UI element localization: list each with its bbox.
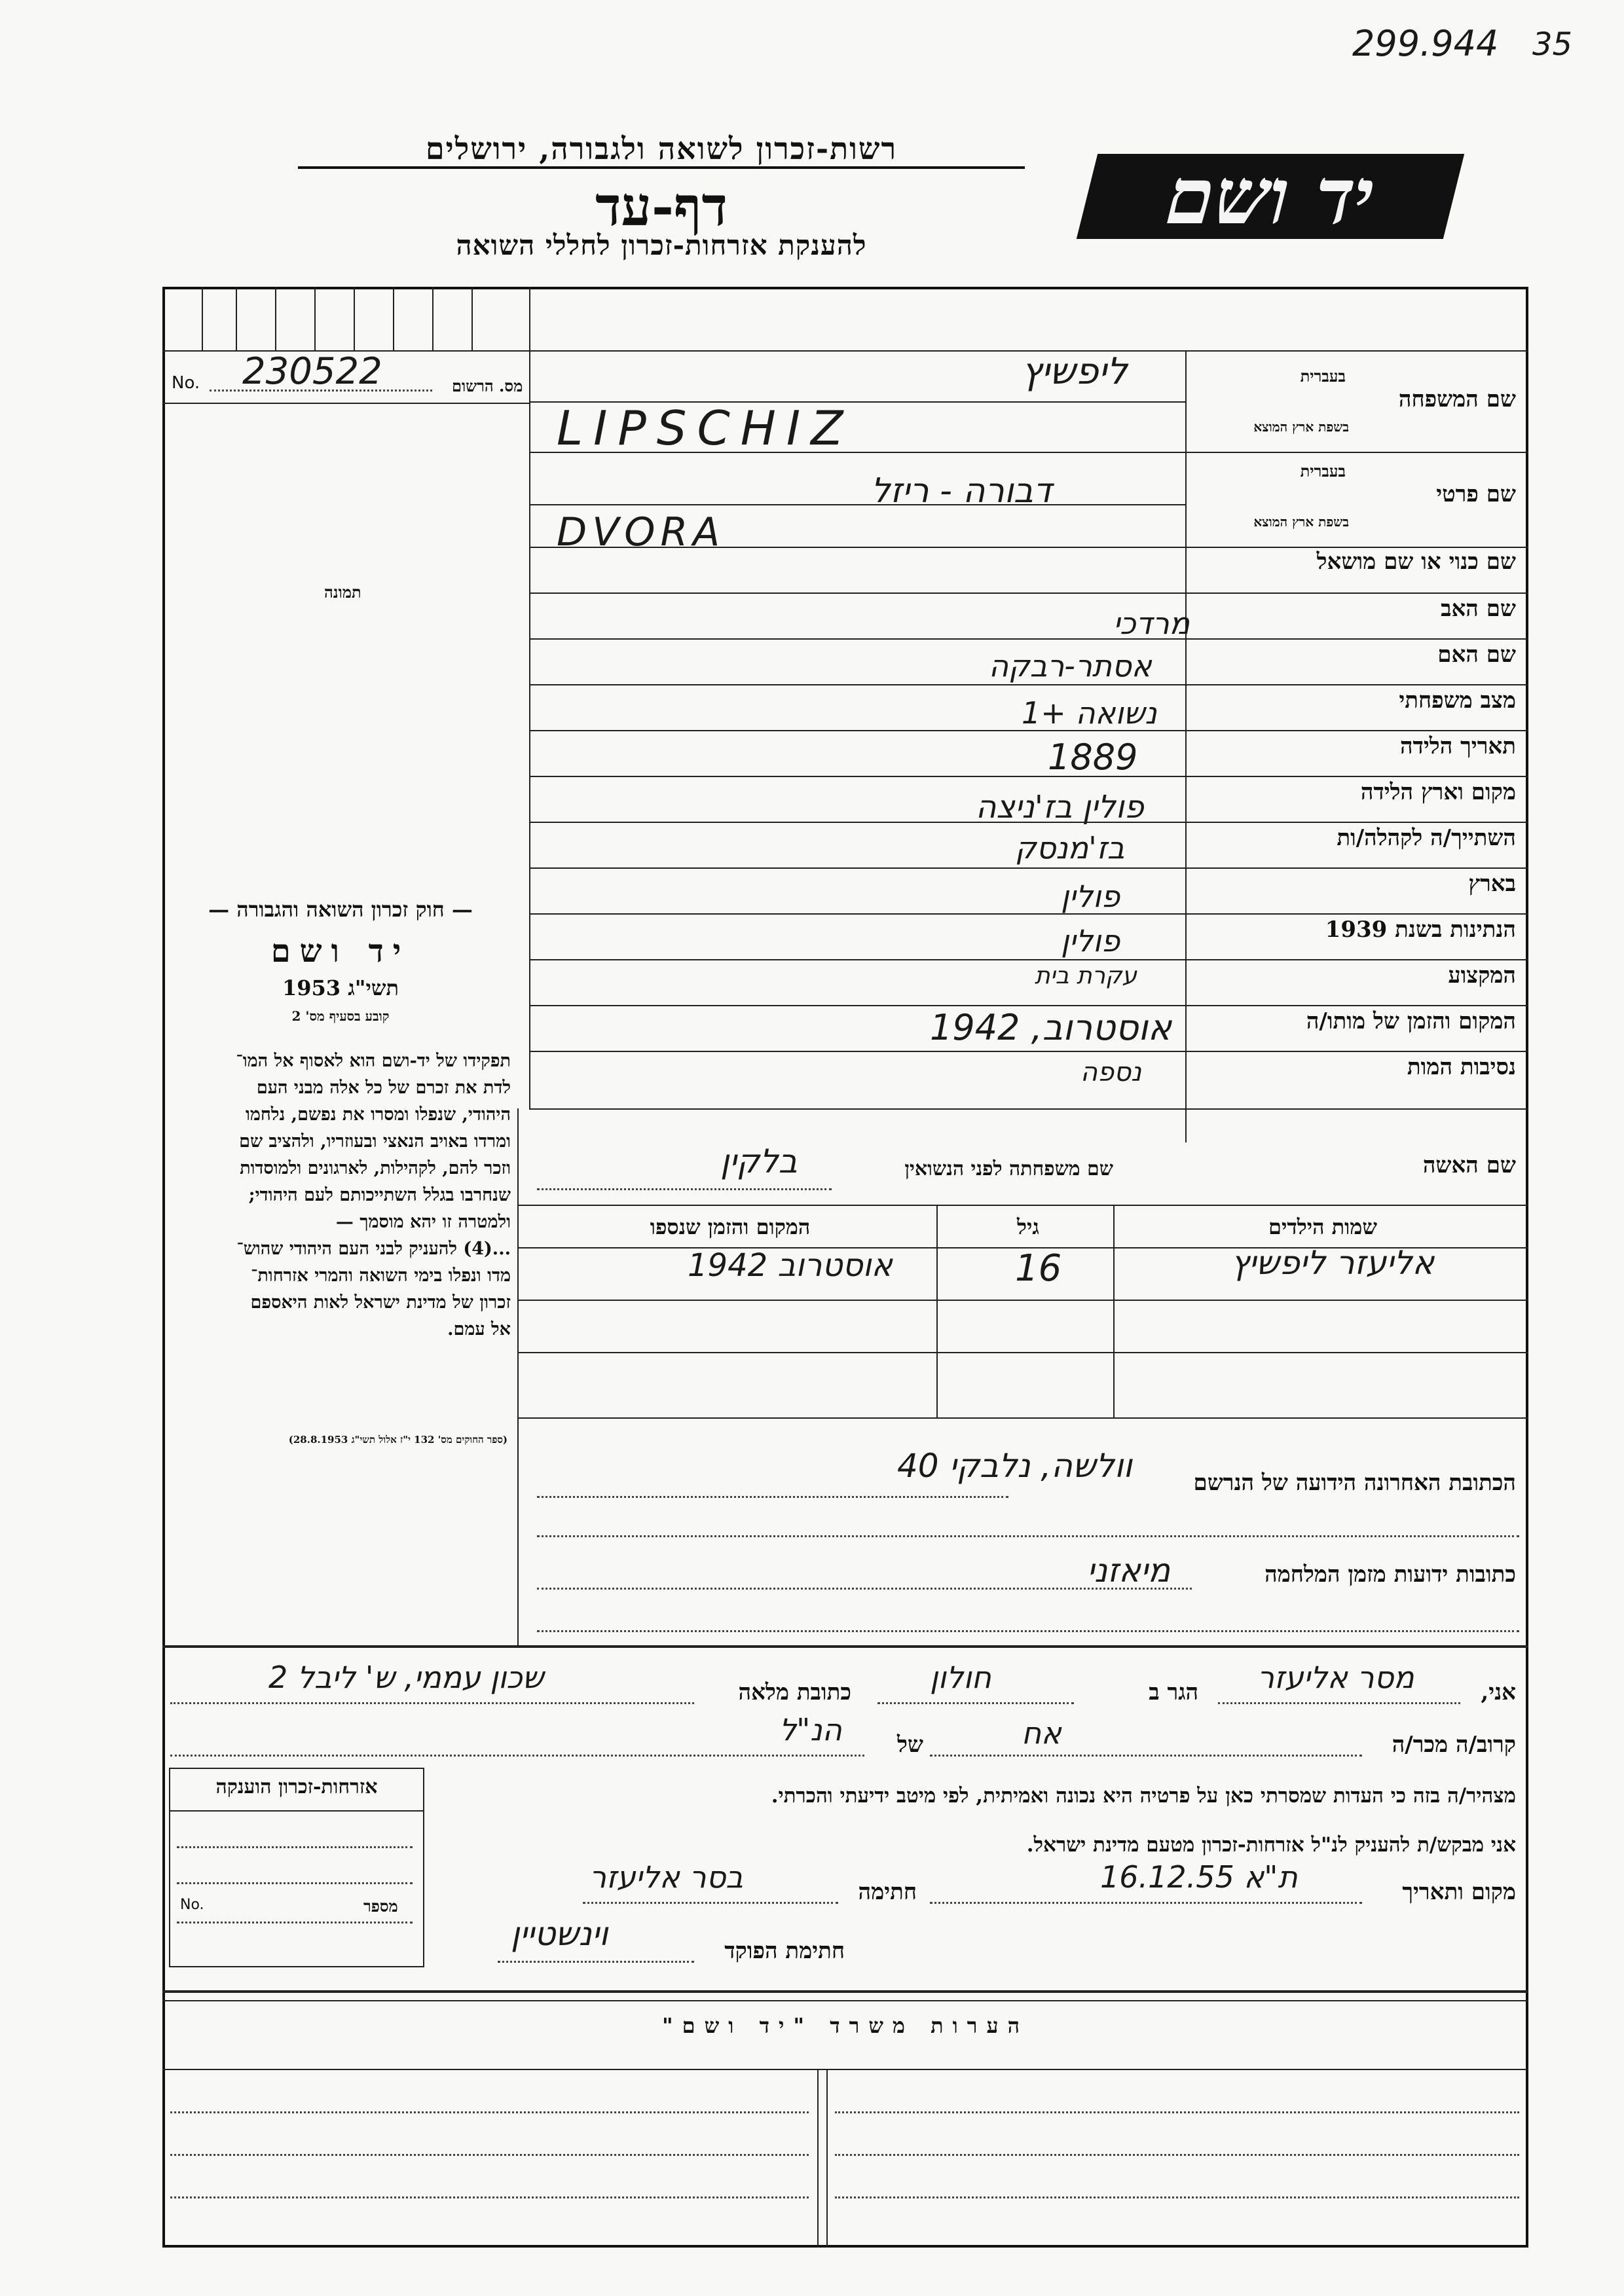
law-line: ולמטרה זו יהא מוסמך — [335, 1212, 511, 1232]
last-address-value: וולשה, נלבקי 40 [897, 1447, 1133, 1485]
family-name-heb-sub: בעברית [1300, 367, 1346, 386]
authority-name: רשות-זכרון לשואה ולגבורה, ירושלים [298, 131, 1025, 169]
law-title: — חוק זכרון השואה והגבורה — [208, 897, 473, 922]
form-subtitle: להענקת אזרחות-זכרון לחללי השואה [456, 229, 867, 261]
first-name-heb-value: דבורה - ריזל [871, 471, 1052, 511]
father-name-value: מרדכי [1113, 606, 1190, 641]
war-address-label: כתובות ידועות מזמן המלחמה [1264, 1561, 1516, 1588]
family-name-heb-value: ליפשיץ [1022, 350, 1128, 393]
law-line: ומרדו באויב הנאצי ובעוזריו, ולהציב שם [239, 1131, 511, 1152]
field-label-death-place-time: המקום והזמן של מותו/ה [1306, 1008, 1516, 1034]
request-text: אני מבקש/ת להעניק לנ"ל אזרחות-זכרון מטעם מדינת ישראל. [1026, 1833, 1516, 1857]
yad-vashem-logo: יד ושם [1077, 154, 1464, 239]
children-header-place-time: המקום והזמן שנספו [650, 1214, 811, 1239]
law-reference: (ספר החוקים מס' 132 י"ז אלול תשי"ג 28.8.1953) [288, 1434, 507, 1446]
declarant-address-label: כתובת מלאה [738, 1679, 851, 1705]
place-date-value: ת"א 16.12.55 [1100, 1859, 1298, 1895]
law-line: לדת את זכרם של כל אלה מבני העם [256, 1078, 511, 1098]
relative-relation: אח [1022, 1715, 1061, 1751]
declarant-address: שכון עממי, ש' ליבל 2 [268, 1660, 544, 1695]
field-label-birth-place: מקום וארץ הלידה [1360, 779, 1516, 805]
declarant-city: חולון [930, 1660, 991, 1695]
law-line: שנחרבו בגלל השתייכותם לעם היהודי; [248, 1185, 511, 1205]
field-label-family-name: שם המשפחה [1398, 386, 1516, 412]
declarant-signature: בסר אליעזר [589, 1859, 743, 1895]
child-place-time: אוסטרוב 1942 [688, 1247, 893, 1284]
field-label-birth-date: תאריך הלידה [1399, 733, 1516, 759]
first-name-heb-sub: בעברית [1300, 462, 1346, 481]
child-age: 16 [1015, 1247, 1062, 1290]
photo-label: תמונה [324, 583, 361, 602]
registration-no-value: 230522 [242, 350, 382, 393]
country-value: פולין [1061, 879, 1120, 914]
law-line: מדו ונפלו בימי השואה והמרי אזרחות־ [250, 1266, 511, 1286]
law-line: היהודי, שנפלו ומסרו את נפשם, נלחמו [245, 1104, 511, 1125]
field-label-citizenship-1939: הנתינות בשנת 1939 [1325, 917, 1516, 943]
law-line: זכרון של מדינת ישראל לאות היאספם [250, 1292, 511, 1313]
first-name-orig-value: DVORA [557, 509, 726, 555]
field-label-spouse: שם האשה [1422, 1152, 1516, 1178]
spouse-maiden-value: בלקין [720, 1142, 798, 1180]
archive-number-extra: 35 [1532, 26, 1573, 63]
archive-number: 299.944 [1352, 23, 1499, 64]
family-name-orig-value: LIPSCHIZ [557, 401, 854, 456]
birth-date-value: 1889 [1048, 737, 1138, 778]
law-section: קובע בסעיף מס' 2 [291, 1008, 390, 1024]
field-label-profession: המקצוע [1448, 962, 1516, 989]
children-header-age: גיל [1017, 1214, 1039, 1239]
death-place-time-value: אוסטרוב, 1942 [930, 1007, 1172, 1048]
law-year: תשי"ג 1953 [282, 975, 399, 1000]
officer-signature: וינשטיין [511, 1915, 608, 1953]
marital-status-value: נשואה +1 [1022, 695, 1157, 731]
law-line: אל עמם. [447, 1319, 511, 1339]
first-name-orig-sub: בשפת ארץ המוצא [1253, 514, 1349, 530]
registration-no-label: No. [172, 373, 200, 393]
field-label-first-name: שם פרטי [1436, 481, 1516, 507]
birth-place-value: פולין בז'ניצה [976, 789, 1144, 826]
relative-of-label: של [897, 1732, 923, 1758]
law-line: ...(4) להעניק לבני העם היהודי שהוש־ [236, 1239, 511, 1259]
citizenship-1939-value: פולין [1061, 923, 1120, 958]
place-date-label: מקום ותאריך [1402, 1879, 1516, 1905]
relative-of-value: הנ"ל [779, 1712, 842, 1747]
war-address-value: מיאזני [1087, 1552, 1171, 1590]
citizenship-granted-title: אזרחות-זכרון הוענקה [215, 1776, 378, 1798]
family-name-orig-sub: בשפת ארץ המוצא [1253, 419, 1349, 435]
spouse-maiden-label: שם משפחתה לפני הנשואין [904, 1157, 1113, 1180]
profession-value: עקרת בית [1035, 962, 1137, 989]
office-notes-title: הערות משרד "יד ושם" [661, 2013, 1029, 2038]
mother-name-value: אסתר-רבקה [989, 648, 1152, 683]
children-header-names: שמות הילדים [1268, 1214, 1377, 1239]
field-label-marital-status: מצב משפחתי [1399, 687, 1516, 714]
law-line: תפקידו של יד-ושם הוא לאסוף אל המו־ [236, 1051, 511, 1071]
signature-label: חתימה [858, 1879, 917, 1905]
field-label-country: בארץ [1468, 871, 1516, 897]
declaration-text: מצהיר/ה בזה כי העדות שמסרתי כאן על פרטיה היא נכונה ואמיתית, לפי מיטב ידיעתי והכרתי. [771, 1784, 1516, 1808]
citizenship-no-label: No. [180, 1897, 204, 1913]
law-name: יד ושם [270, 933, 411, 970]
law-body [170, 1048, 511, 1343]
officer-signature-label: חתימת הפוקד [724, 1938, 845, 1964]
law-line: וזכר להם, לקהילות, לארגונים ולמוסדות [240, 1158, 511, 1178]
declarant-resides-label: הגר ב [1149, 1679, 1198, 1705]
field-label-alias: שם כנוי או שם מושאל [1316, 549, 1516, 575]
declarant-i-label: אני, [1481, 1679, 1516, 1705]
declarant-name: מסר אליעזר [1257, 1660, 1414, 1695]
registration-heb-label: מס. הרשום [452, 376, 523, 395]
community-value: בז'מנסק [1015, 830, 1125, 866]
field-label-mother: שם האם [1437, 642, 1516, 668]
field-label-father: שם האב [1441, 596, 1516, 622]
last-address-label: הכתובת האחרונה הידועה של הנרשם [1193, 1470, 1516, 1496]
field-label-death-circumstances: נסיבות המות [1407, 1054, 1516, 1080]
citizenship-heb-no-label: מספר [363, 1897, 398, 1916]
form-title: דף-עד [595, 175, 728, 238]
death-circumstances-value: נספה [1080, 1057, 1142, 1087]
relative-label: קרוב/ה מכר/ה [1392, 1732, 1516, 1758]
field-label-community: השתייך/ה לקהלה/ות [1337, 825, 1516, 851]
child-name: אליעזר ליפשיץ [1231, 1244, 1435, 1282]
